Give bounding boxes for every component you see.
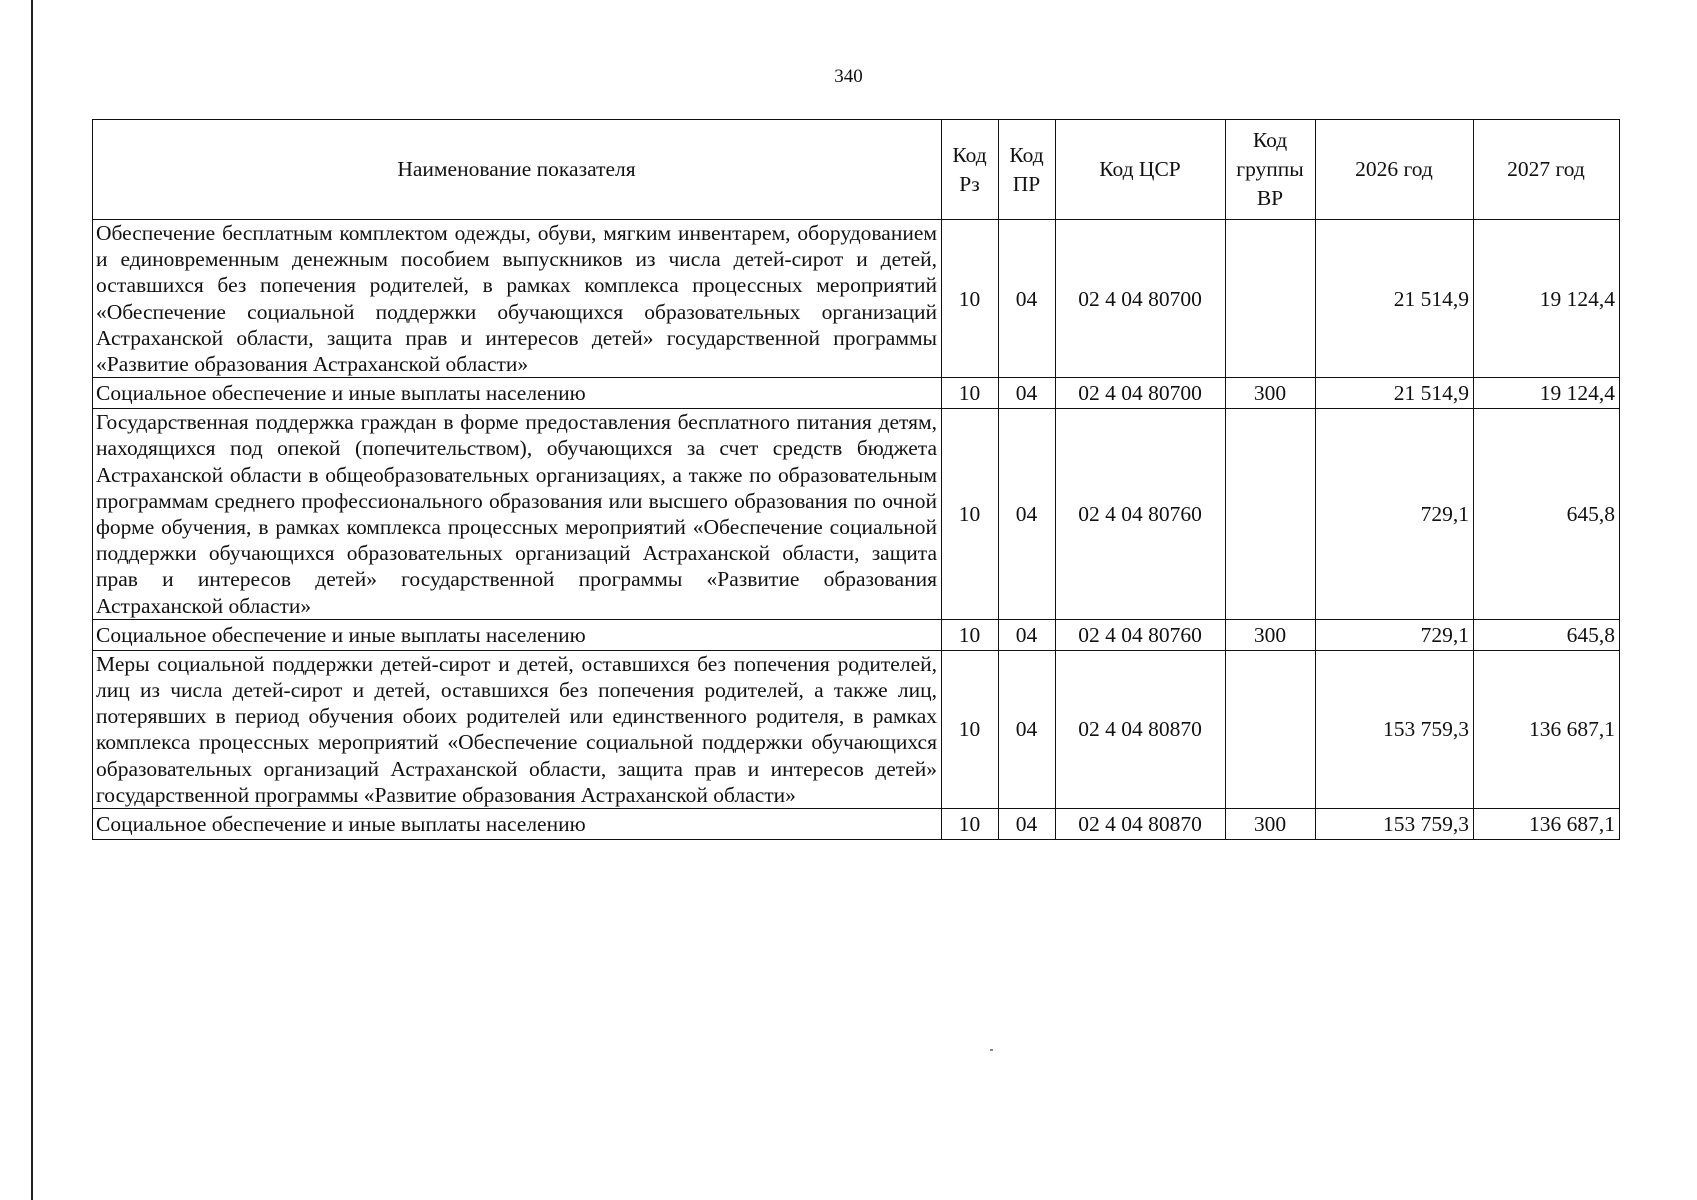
row-pr: 04 [999,378,1056,409]
row-2027: 19 124,4 [1474,378,1620,409]
row-pr: 04 [999,409,1056,620]
row-2026: 729,1 [1316,409,1474,620]
table-row [93,409,1620,620]
row-vr [1226,409,1316,620]
row-2026: 153 759,3 [1316,650,1474,808]
header-csr: Код ЦСР [1056,120,1226,220]
table-row [93,619,1620,650]
budget-table [92,119,1620,840]
row-2027: 136 687,1 [1474,650,1620,808]
table-row [93,220,1620,378]
row-2026: 153 759,3 [1316,809,1474,840]
row-csr: 02 4 04 80870 [1056,650,1226,808]
row-rz: 10 [942,809,999,840]
row-rz: 10 [942,378,999,409]
row-vr [1226,650,1316,808]
row-rz: 10 [942,650,999,808]
row-2027: 645,8 [1474,409,1620,620]
row-vr: 300 [1226,378,1316,409]
row-pr: 04 [999,809,1056,840]
row-name: Социальное обеспечение и иные выплаты населению [93,619,942,650]
header-2026: 2026 год [1316,120,1474,220]
row-rz: 10 [942,220,999,378]
header-2027: 2027 год [1474,120,1620,220]
table-row [93,650,1620,808]
binding-margin-line [31,0,33,1200]
header-pr: Код ПР [999,120,1056,220]
row-2026: 21 514,9 [1316,378,1474,409]
page-number: 340 [834,66,863,87]
row-name: Социальное обеспечение и иные выплаты населению [93,809,942,840]
row-2026: 729,1 [1316,619,1474,650]
row-pr: 04 [999,650,1056,808]
row-csr: 02 4 04 80870 [1056,809,1226,840]
row-2027: 136 687,1 [1474,809,1620,840]
row-rz: 10 [942,619,999,650]
row-vr [1226,220,1316,378]
row-2027: 645,8 [1474,619,1620,650]
row-pr: 04 [999,619,1056,650]
row-csr: 02 4 04 80700 [1056,220,1226,378]
row-csr: 02 4 04 80760 [1056,619,1226,650]
row-rz: 10 [942,409,999,620]
row-csr: 02 4 04 80700 [1056,378,1226,409]
scan-speck [990,1049,993,1051]
header-name: Наименование показателя [93,120,942,220]
header-vr: Код группы ВР [1226,120,1316,220]
row-name: Обеспечение бесплатным комплектом одежды, обуви, мягким инвентарем, оборудованием и единовременным денежным пособием выпускников из числа детей-сирот и детей, оставшихся без попечения родителей, в рамках комплекса процессных мероприятий «Обеспечение социальной поддержки обучающихся образовательных организаций Астраханской области, защита прав и интересов детей» государственной программы «Развитие образования Астраханской области» [93,220,942,378]
row-csr: 02 4 04 80760 [1056,409,1226,620]
row-2027: 19 124,4 [1474,220,1620,378]
row-2026: 21 514,9 [1316,220,1474,378]
row-pr: 04 [999,220,1056,378]
row-name: Государственная поддержка граждан в форме предоставления бесплатного питания детям, находящихся под опекой (попечительством), обучающихся за счет средств бюджета Астраханской области в общеобразовательных организациях, а также по образовательным программам среднего профессионального образования или высшего образования по очной форме обучения, в рамках комплекса процессных мероприятий «Обеспечение социальной поддержки обучающихся образовательных организаций Астраханской области, защита прав и интересов детей» государственной программы «Развитие образования Астраханской области» [93,409,942,620]
table-row [93,809,1620,840]
row-vr: 300 [1226,809,1316,840]
table-row [93,378,1620,409]
table-header-row [93,120,1620,220]
row-vr: 300 [1226,619,1316,650]
header-rz: Код Рз [942,120,999,220]
row-name: Меры социальной поддержки детей-сирот и детей, оставшихся без попечения родителей, лиц из числа детей-сирот и детей, оставшихся без попечения родителей, а также лиц, потерявших в период обучения обоих родителей или единственного родителя, в рамках комплекса процессных мероприятий «Обеспечение социальной поддержки обучающихся образовательных организаций Астраханской области, защита прав и интересов детей» государственной программы «Развитие образования Астраханской области» [93,650,942,808]
row-name: Социальное обеспечение и иные выплаты населению [93,378,942,409]
